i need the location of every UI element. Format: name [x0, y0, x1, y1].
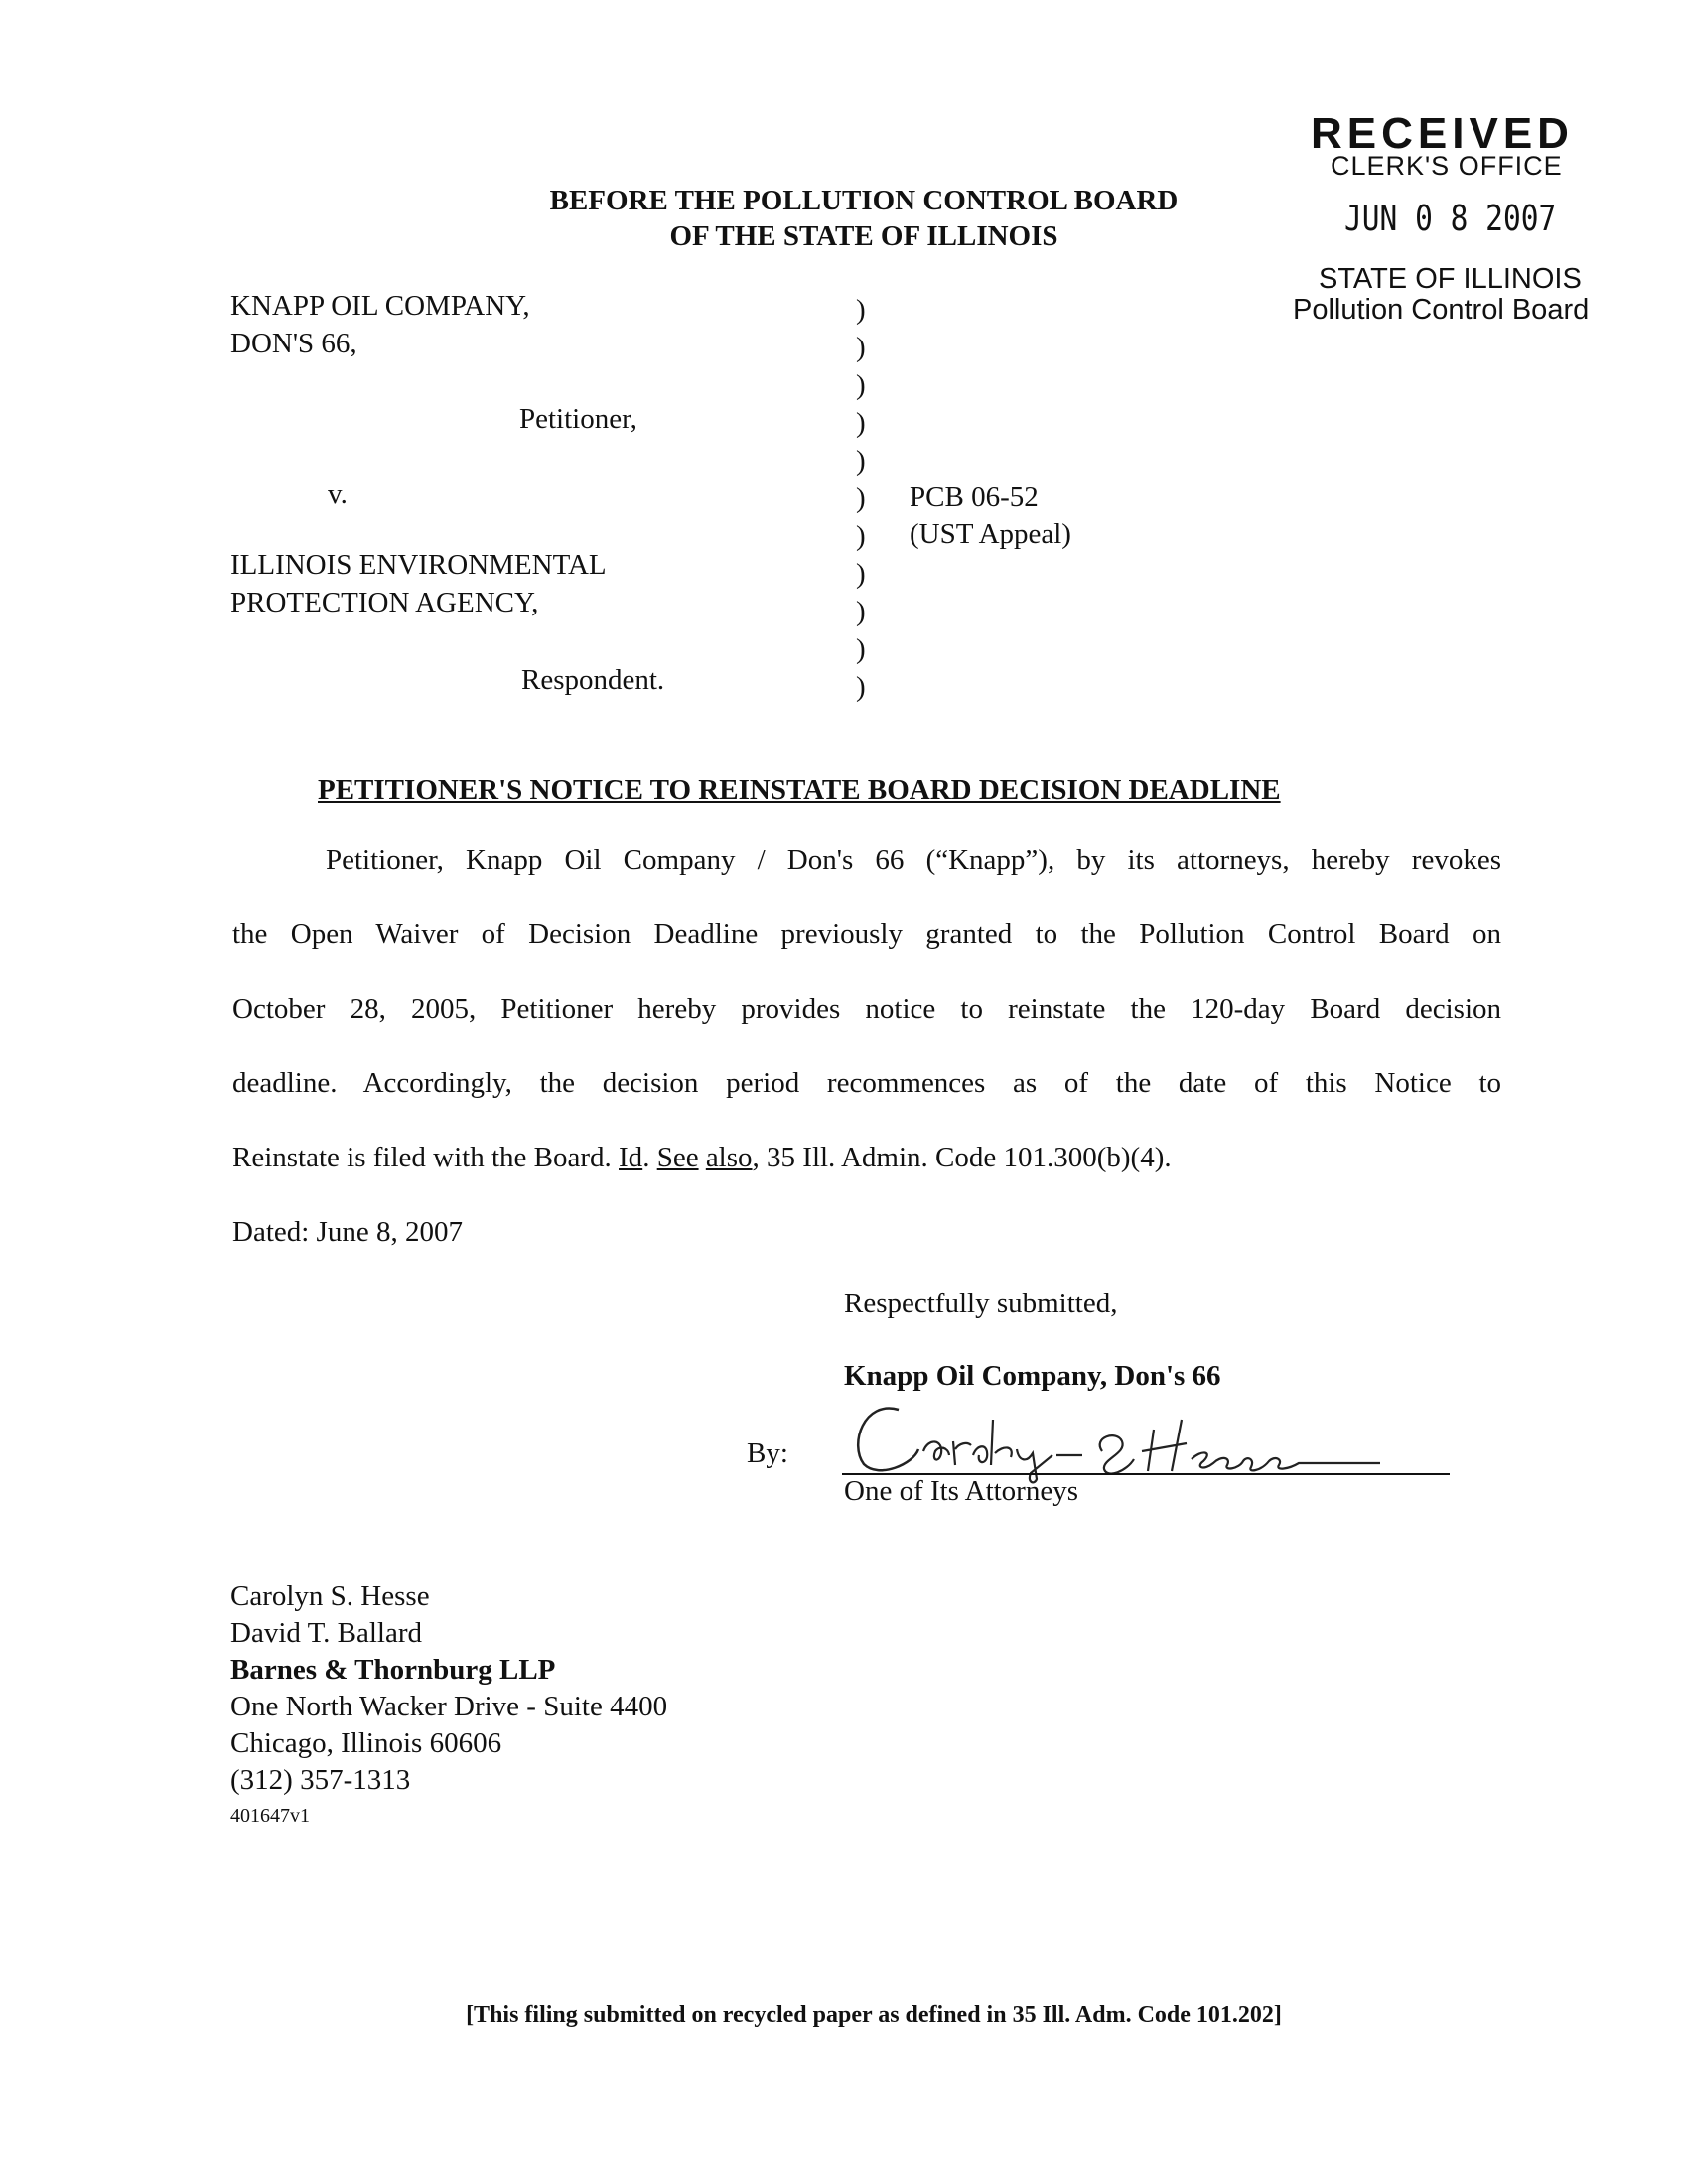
stamp-clerks-office: CLERK'S OFFICE [1331, 151, 1563, 181]
caption-paren: ) [856, 482, 866, 514]
court-heading-line1: BEFORE THE POLLUTION CONTROL BOARD [549, 185, 1179, 216]
body-line: the Open Waiver of Decision Deadline previously granted to the Pollution Control Board on [232, 918, 1501, 950]
respondent-name-line1: ILLINOIS ENVIRONMENTAL [230, 549, 607, 581]
signer-role: One of Its Attorneys [844, 1475, 1078, 1507]
attorney-name-2: David T. Ballard [230, 1617, 423, 1649]
court-heading-line2: OF THE STATE OF ILLINOIS [669, 220, 1058, 252]
by-label: By: [747, 1437, 788, 1469]
body-text: . [642, 1142, 650, 1173]
document-title: PETITIONER'S NOTICE TO REINSTATE BOARD DECISION DEADLINE [318, 774, 1281, 806]
petitioner-name-line2: DON'S 66, [230, 328, 357, 359]
caption-paren: ) [856, 633, 866, 665]
attorney-name-1: Carolyn S. Hesse [230, 1580, 430, 1612]
stamp-board: Pollution Control Board [1293, 294, 1590, 326]
caption-paren: ) [856, 671, 866, 703]
body-line: deadline. Accordingly, the decision period recommences as of the date of this Notice to [232, 1067, 1501, 1099]
body-line: Petitioner, Knapp Oil Company / Don's 66 (“Knapp”), by its attorneys, hereby revokes [326, 844, 1501, 876]
body-text: , 35 Ill. Admin. Code 101.300(b)(4). [752, 1142, 1172, 1173]
petitioner-name-line1: KNAPP OIL COMPANY, [230, 290, 530, 322]
caption-paren: ) [856, 407, 866, 439]
phone: (312) 357-1313 [230, 1764, 411, 1796]
citation-see: See [656, 1142, 699, 1173]
document-id: 401647v1 [230, 1805, 310, 1827]
caption-paren: ) [856, 596, 866, 627]
case-type: (UST Appeal) [910, 518, 1071, 550]
caption-paren: ) [856, 369, 866, 401]
versus: v. [328, 478, 348, 510]
law-firm: Barnes & Thornburg LLP [230, 1654, 556, 1686]
citation-also: also [705, 1142, 753, 1173]
signing-party: Knapp Oil Company, Don's 66 [844, 1360, 1221, 1392]
stamp-date: JUN 0 8 2007 [1344, 199, 1557, 239]
address-line-2: Chicago, Illinois 60606 [230, 1727, 502, 1759]
caption-paren: ) [856, 294, 866, 326]
address-line-1: One North Wacker Drive - Suite 4400 [230, 1691, 668, 1722]
petitioner-role: Petitioner, [519, 403, 637, 435]
caption-paren: ) [856, 445, 866, 477]
body-line [232, 1142, 1501, 1174]
body-line: October 28, 2005, Petitioner hereby provides notice to reinstate the 120-day Board decision [232, 993, 1501, 1024]
caption-paren: ) [856, 558, 866, 590]
recycled-paper-footer: [This filing submitted on recycled paper as defined in 35 Ill. Adm. Code 101.202] [466, 2002, 1282, 2028]
caption-paren: ) [856, 520, 866, 552]
stamp-received: RECEIVED [1311, 109, 1574, 158]
respondent-role: Respondent. [521, 664, 665, 696]
body-text: Reinstate is filed with the Board. [232, 1142, 612, 1173]
respondent-name-line2: PROTECTION AGENCY, [230, 587, 539, 618]
closing: Respectfully submitted, [844, 1288, 1118, 1319]
citation-id: Id [619, 1142, 643, 1173]
case-number: PCB 06-52 [910, 481, 1039, 513]
stamp-state: STATE OF ILLINOIS [1319, 263, 1582, 295]
dated-line: Dated: June 8, 2007 [232, 1216, 463, 1248]
caption-paren: ) [856, 332, 866, 363]
